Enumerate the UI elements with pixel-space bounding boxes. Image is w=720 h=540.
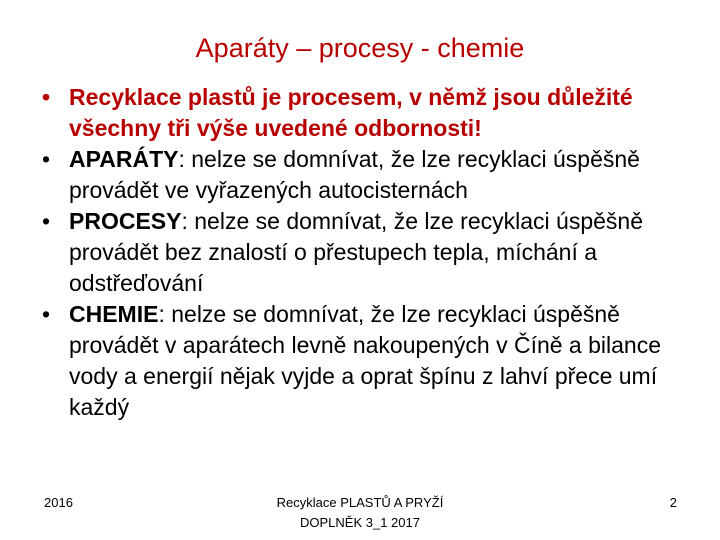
- bullet-text: : nelze se domnívat, že lze recyklaci úspěšně provádět v aparátech levně nakoupených v Číně a bilance vody a energií nějak vyjde a oprat špínu z lahví přece umí každý: [69, 301, 662, 420]
- bullet-item-procesy: [36, 206, 696, 299]
- bullet-text: Recyklace plastů je procesem, v němž jsou důležité všechny tři výše uvedené odbornosti!: [69, 84, 633, 141]
- bullet-item-intro: [36, 82, 696, 144]
- bullet-keyword: CHEMIE: [69, 301, 159, 327]
- bullet-item-aparaty: [36, 144, 696, 206]
- bullet-marker: •: [41, 208, 51, 234]
- footer-course-title: [210, 493, 510, 533]
- footer-title-line-2: DOPLNĚK 3_1 2017: [300, 515, 420, 530]
- footer-year: 2016: [44, 495, 73, 510]
- bullet-marker: •: [41, 146, 51, 172]
- bullet-marker: •: [41, 84, 51, 110]
- bullet-text: : nelze se domnívat, že lze recyklaci úspěšně provádět bez znalostí o přestupech tepla, míchání a odstřeďování: [69, 208, 643, 296]
- bullet-marker: •: [41, 301, 51, 327]
- bullet-keyword: APARÁTY: [69, 146, 179, 172]
- page-number: 2: [669, 495, 677, 510]
- bullet-list: [36, 82, 696, 423]
- bullet-item-chemie: [36, 299, 696, 423]
- footer-title-line-1: Recyklace PLASTŮ A PRYŽÍ: [276, 495, 444, 510]
- bullet-keyword: PROCESY: [69, 208, 182, 234]
- bullet-text: : nelze se domnívat, že lze recyklaci úspěšně provádět ve vyřazených autocisternách: [69, 146, 640, 203]
- slide-title: Aparáty – procesy - chemie: [195, 33, 525, 63]
